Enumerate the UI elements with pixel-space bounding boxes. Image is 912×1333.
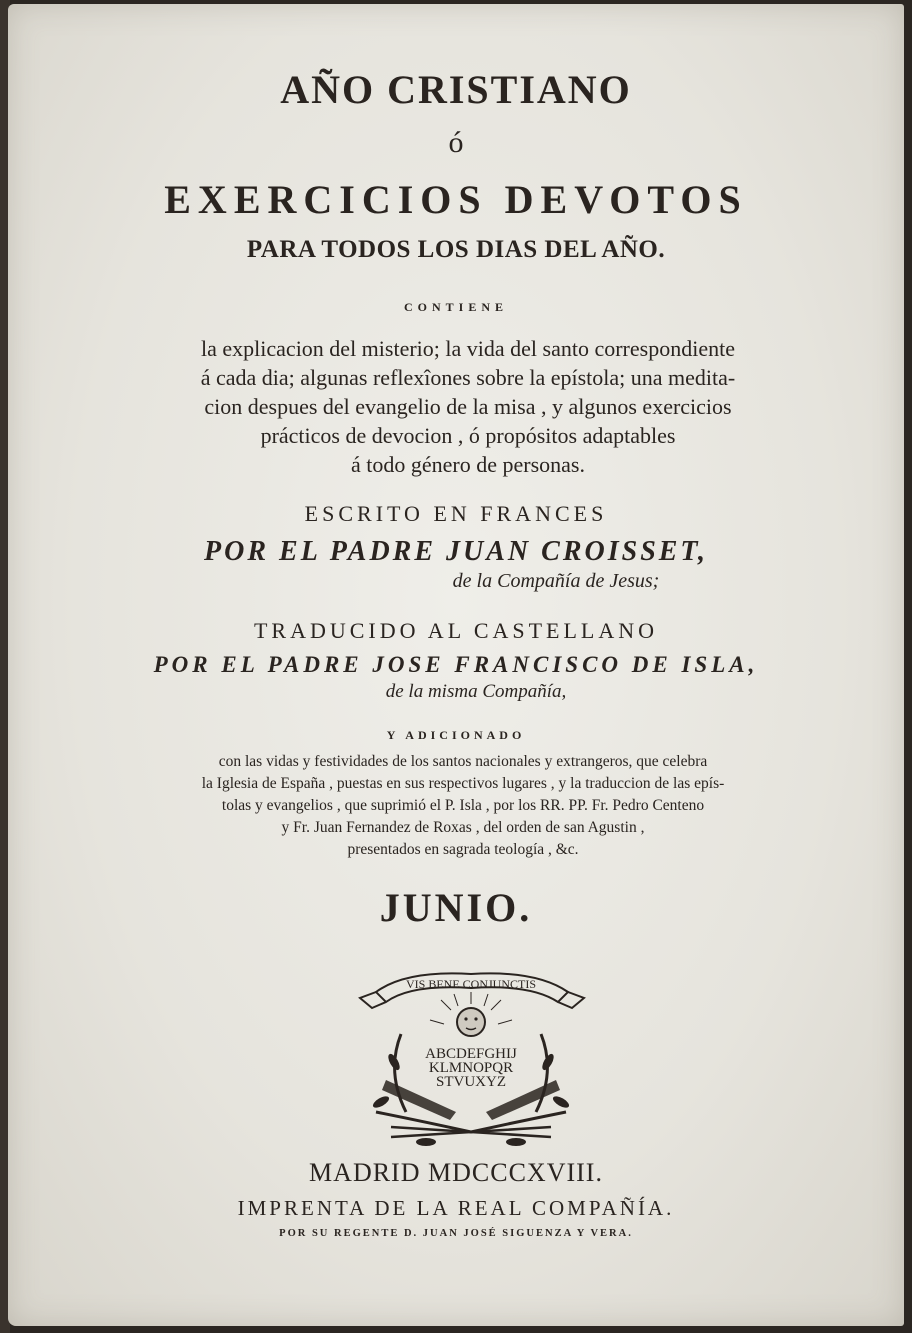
description-line: á todo género de personas. xyxy=(351,452,585,477)
printer-emblem-icon xyxy=(346,962,596,1162)
additions-line: la Iglesia de España , puestas en sus respectivos lugares , y la traduccion de las epís- xyxy=(201,775,725,792)
translated-label: TRADUCIDO AL CASTELLANO xyxy=(253,618,659,643)
description-line: cion despues del evangelio de la misa , y algunos exercicios xyxy=(204,394,732,419)
additions-line: presentados en sagrada teología , &c. xyxy=(347,841,579,858)
title-conjunction: ó xyxy=(448,126,464,159)
book-title: AÑO CRISTIANO xyxy=(280,67,632,112)
additions-line: y Fr. Juan Fernandez de Roxas , del orden de san Agustin , xyxy=(281,819,645,836)
emblem-motto: VIS BENE CONJUNCTIS xyxy=(405,977,537,991)
author-order: de la Compañía de Jesus; xyxy=(452,570,660,592)
title-page xyxy=(8,4,904,1326)
translator-order: de la misma Compañía, xyxy=(385,681,567,702)
imprint-place: MADRID MDCCCXVIII. xyxy=(309,1158,603,1187)
written-in-label: ESCRITO EN FRANCES xyxy=(304,501,608,526)
description-line: á cada dia; algunas reflexîones sobre la epístola; una medita- xyxy=(200,365,736,390)
translator-line: POR EL PADRE JOSE FRANCISCO DE ISLA, xyxy=(153,652,759,677)
imprint-press: IMPRENTA DE LA REAL COMPAÑÍA. xyxy=(237,1196,675,1220)
additions-line: tolas y evangelios , que suprimió el P. Isla , por los RR. PP. Fr. Pedro Centeno xyxy=(221,797,705,814)
author-line: POR EL PADRE JUAN CROISSET, xyxy=(204,536,708,567)
description-line: la explicacion del misterio; la vida del santo correspondiente xyxy=(201,336,735,361)
volume-title: JUNIO. xyxy=(379,885,533,930)
additions-label: Y ADICIONADO xyxy=(386,728,526,742)
book-subtitle: EXERCICIOS DEVOTOS xyxy=(164,177,748,222)
additions-line: con las vidas y festividades de los santos nacionales y extrangeros, que celebra xyxy=(218,753,708,770)
description-line: prácticos de devocion , ó propósitos adaptables xyxy=(260,423,676,448)
contiene-label: CONTIENE xyxy=(403,300,508,314)
imprint-regent: POR SU REGENTE D. JUAN JOSÉ SIGUENZA Y VERA. xyxy=(279,1228,633,1239)
emblem-alphabet-line: STVUXYZ xyxy=(436,1074,506,1090)
emblem-alphabet-line: ABCDEFGHIJ xyxy=(425,1046,517,1062)
emblem-alphabet-line: KLMNOPQR xyxy=(428,1060,514,1076)
book-subtitle-2: PARA TODOS LOS DIAS DEL AÑO. xyxy=(246,236,666,263)
